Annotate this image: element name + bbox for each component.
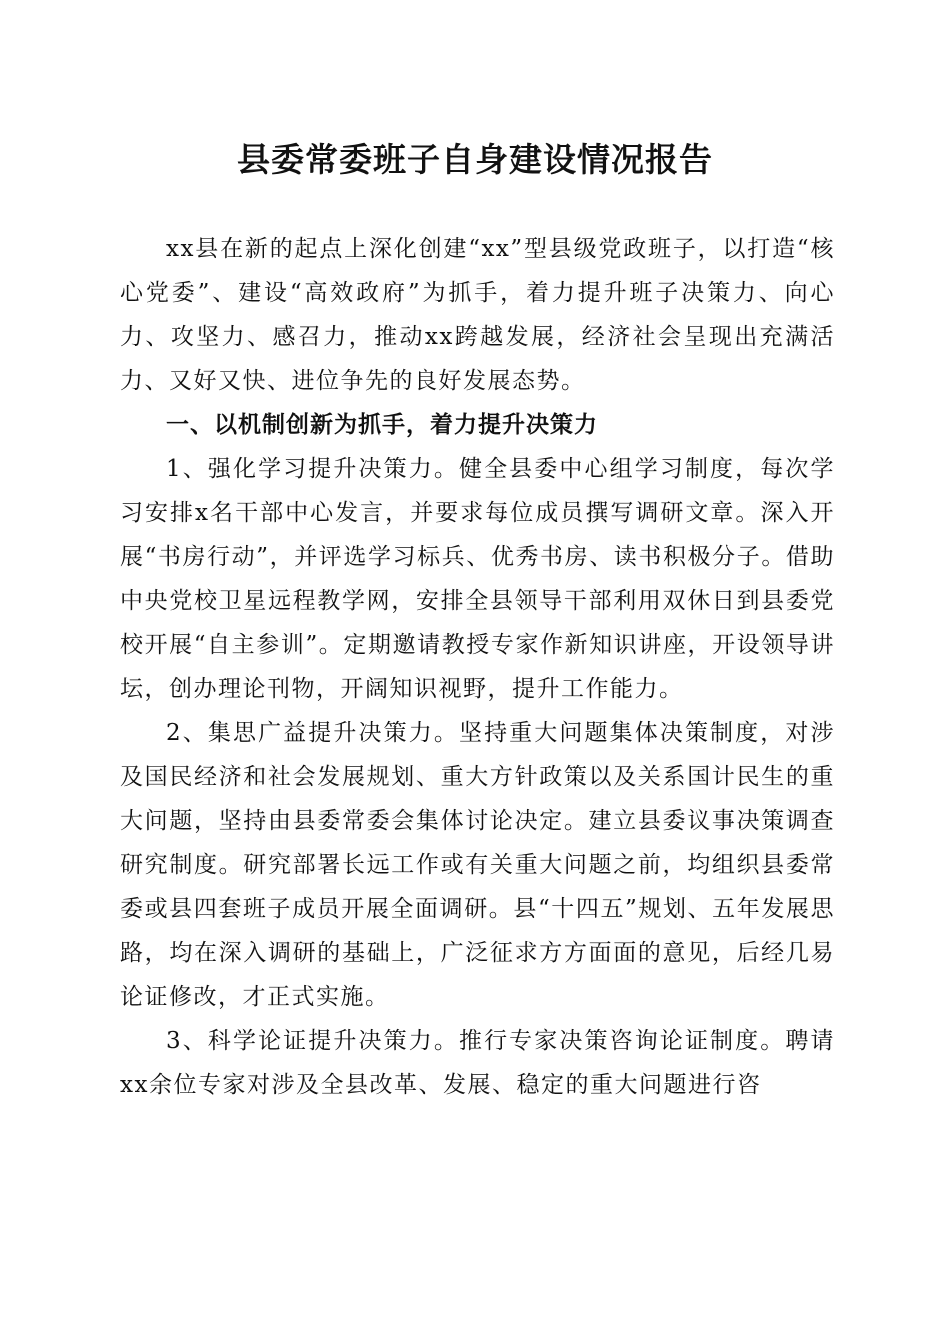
intro-paragraph: xx县在新的起点上深化创建“xx”型县级党政班子，以打造“核心党委”、建设“高效政府”为抓手，着力提升班子决策力、向心力、攻坚力、感召力，推动xx跨越发展，经济社会呈现出充满活力、又好又快、进位争先的良好发展态势。	[120, 236, 835, 394]
document-title: 县委常委班子自身建设情况报告	[237, 140, 713, 179]
paragraph-study: 1、强化学习提升决策力。健全县委中心组学习制度，每次学习安排x名干部中心发言，并要求每位成员撰写调研文章。深入开展“书房行动”，并评选学习标兵、优秀书房、读书积极分子。借助中央党校卫星远程教学网，安排全县领导干部利用双休日到县委党校开展“自主参训”。定期邀请教授专家作新知识讲座，开设领导讲坛，创办理论刊物，开阔知识视野，提升工作能力。	[120, 456, 835, 702]
paragraph-collective: 2、集思广益提升决策力。坚持重大问题集体决策制度，对涉及国民经济和社会发展规划、重大方针政策以及关系国计民生的重大问题，坚持由县委常委会集体讨论决定。建立县委议事决策调查研究制度。研究部署长远工作或有关重大问题之前，均组织县委常委或县四套班子成员开展全面调研。县“十四五”规划、五年发展思路，均在深入调研的基础上，广泛征求方方面面的意见，后经几易论证修改，才正式实施。	[120, 720, 835, 1010]
document-body	[120, 227, 835, 1107]
paragraph-scientific: 3、科学论证提升决策力。推行专家决策咨询论证制度。聘请xx余位专家对涉及全县改革、发展、稳定的重大问题进行咨	[120, 1028, 835, 1098]
section-heading-1: 一、以机制创新为抓手，着力提升决策力	[166, 412, 598, 438]
